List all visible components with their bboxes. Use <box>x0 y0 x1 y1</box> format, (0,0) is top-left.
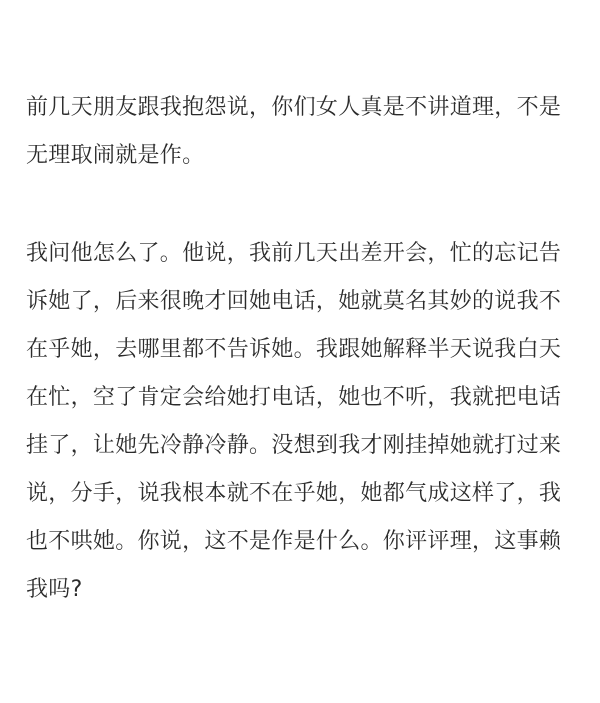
text-line: 无理取闹就是作。 <box>26 143 205 168</box>
text-line: 在忙，空了肯定会给她打电话，她也不听，我就把电话 <box>26 385 562 410</box>
text-line: 我吗? <box>26 577 83 602</box>
paragraph-spacer <box>26 180 578 230</box>
text-line: 诉她了，后来很晚才回她电话，她就莫名其妙的说我不 <box>26 289 562 314</box>
paragraph-2 <box>26 230 578 614</box>
paragraph-1 <box>26 84 578 180</box>
text-line: 说，分手，说我根本就不在乎她，她都气成这样了，我 <box>26 481 562 506</box>
text-line: 在乎她，去哪里都不告诉她。我跟她解释半天说我白天 <box>26 337 562 362</box>
text-line: 挂了，让她先冷静冷静。没想到我才刚挂掉她就打过来 <box>26 433 562 458</box>
text-line: 也不哄她。你说，这不是作是什么。你评评理，这事赖 <box>26 529 562 554</box>
document-body <box>26 84 578 614</box>
text-line: 我问他怎么了。他说，我前几天出差开会，忙的忘记告 <box>26 241 562 266</box>
text-line: 前几天朋友跟我抱怨说，你们女人真是不讲道理，不是 <box>26 95 562 120</box>
